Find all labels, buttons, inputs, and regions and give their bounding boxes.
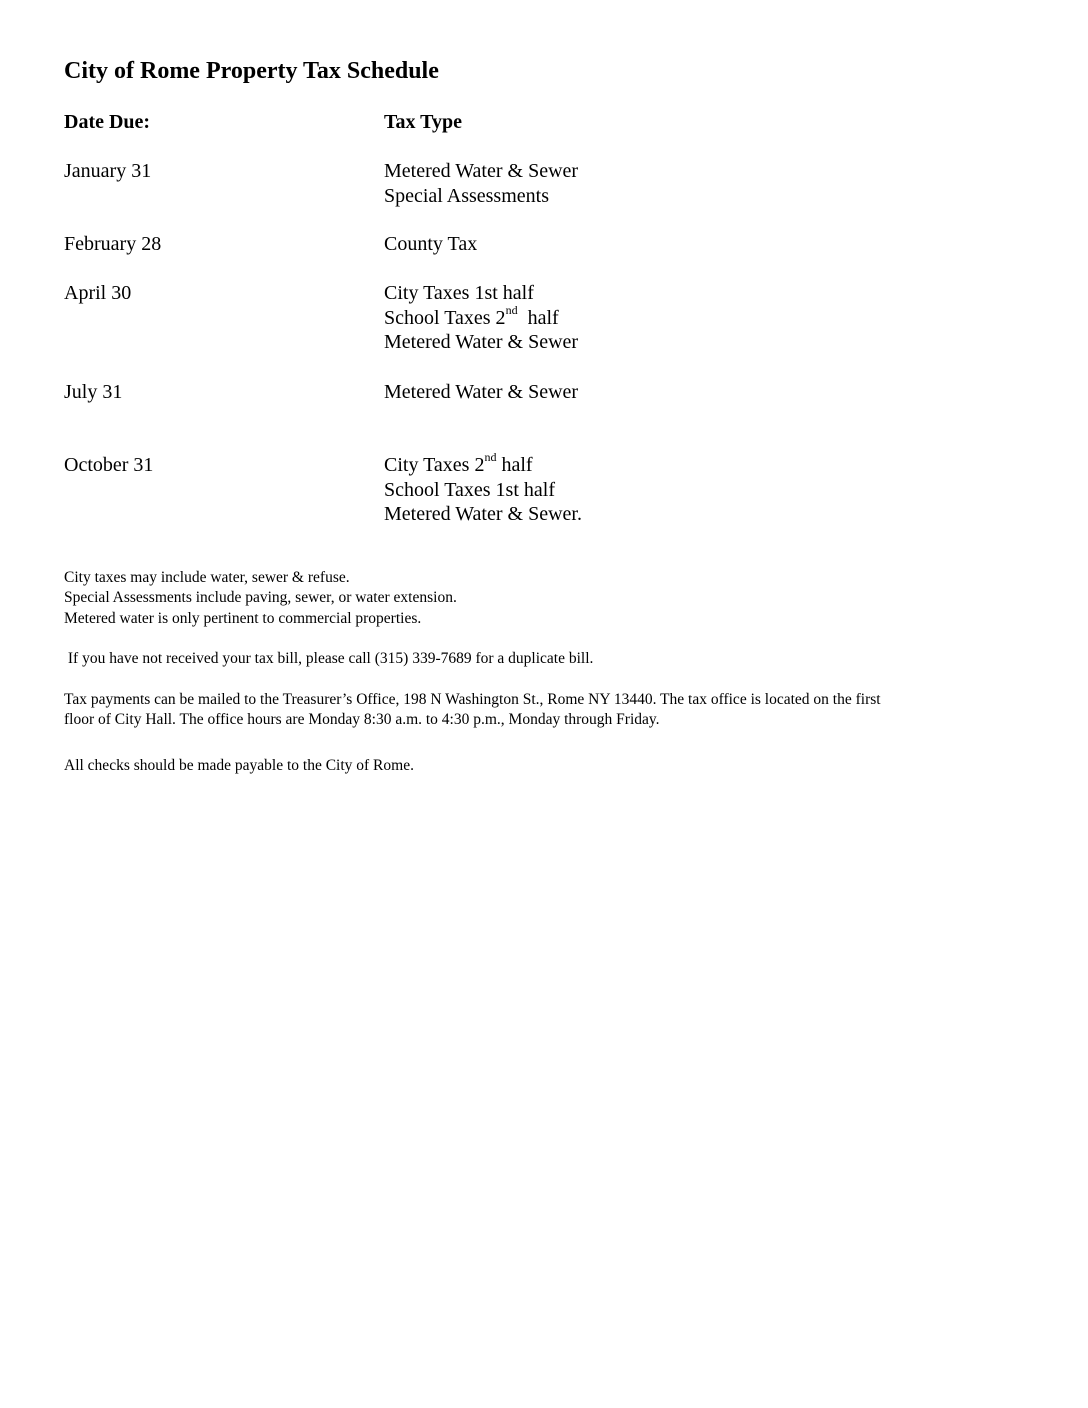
header-tax-type: Tax Type: [384, 111, 462, 133]
duplicate-bill-note: If you have not received your tax bill, please call (315) 339-7689 for a duplicate bill.: [64, 650, 594, 667]
due-date: April 30: [64, 282, 132, 304]
ordinal-suffix: nd: [505, 302, 518, 317]
payment-line: Tax payments can be mailed to the Treasurer’s Office, 198 N Washington St., Rome NY 13440. The tax office is located on the first: [64, 691, 881, 708]
tax-type-text: School Taxes 2: [384, 306, 506, 329]
tax-type-text: half: [517, 306, 559, 329]
due-date: February 28: [64, 233, 162, 255]
due-date: January 31: [64, 160, 152, 182]
tax-type: County Tax: [384, 233, 478, 255]
page-title: City of Rome Property Tax Schedule: [64, 58, 439, 84]
tax-types: [384, 380, 578, 405]
note: Special Assessments include paving, sewer, or water extension.: [64, 589, 457, 607]
payment-info: [64, 690, 1024, 731]
tax-type: City Taxes 1st half: [384, 282, 534, 304]
tax-type: [384, 450, 582, 478]
tax-type: Metered Water & Sewer: [384, 381, 579, 403]
tax-types: [384, 450, 582, 527]
tax-type-text: City Taxes 2: [384, 454, 485, 476]
tax-type: School Taxes 1st half: [384, 478, 555, 501]
tax-type-text: half: [496, 454, 533, 476]
tax-types: [384, 281, 578, 355]
tax-type: Special Assessments: [384, 184, 549, 207]
due-date: July 31: [64, 381, 123, 403]
notes: [64, 568, 1024, 629]
tax-types: [384, 159, 578, 208]
checks-note: All checks should be made payable to the City of Rome.: [64, 757, 414, 774]
header-date-due: Date Due:: [64, 111, 151, 133]
ordinal-suffix: nd: [484, 450, 497, 465]
tax-type: [384, 302, 578, 331]
note: Metered water is only pertinent to commercial properties.: [64, 609, 422, 627]
payment-line: floor of City Hall. The office hours are Monday 8:30 a.m. to 4:30 p.m., Monday through Friday.: [64, 711, 660, 729]
note: City taxes may include water, sewer & refuse.: [64, 569, 350, 586]
tax-type: Metered Water & Sewer.: [384, 503, 582, 525]
due-date: October 31: [64, 454, 154, 476]
tax-type: Metered Water & Sewer: [384, 331, 579, 353]
tax-types: [384, 232, 477, 257]
tax-type: Metered Water & Sewer: [384, 160, 579, 182]
